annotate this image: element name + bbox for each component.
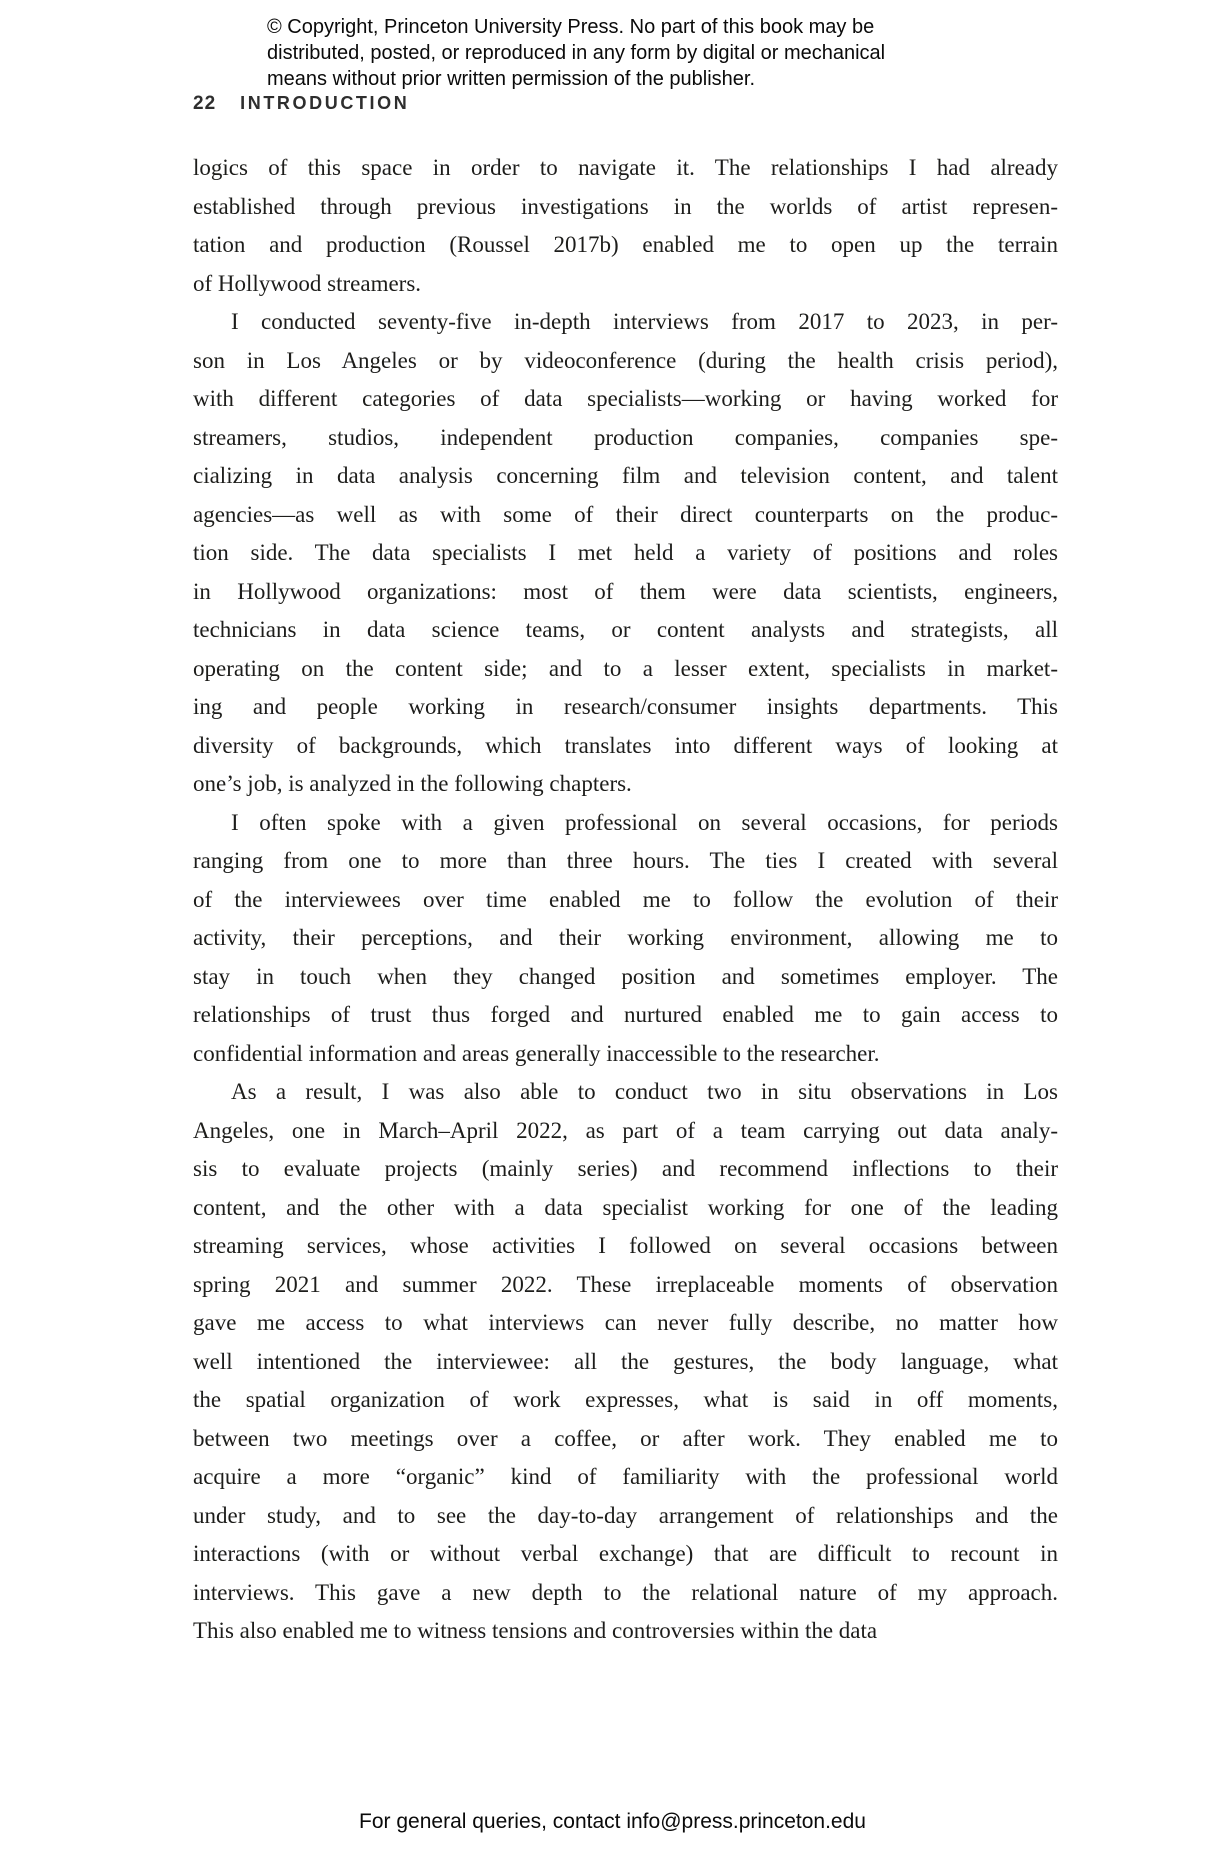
body-text-line: cializing in data analysis concerning film and television content, and talent bbox=[193, 463, 1058, 488]
page-body bbox=[193, 149, 1058, 1651]
body-text-line: I often spoke with a given professional on several occasions, for periods bbox=[231, 809, 1058, 835]
body-text-line: confidential information and areas generally inaccessible to the researcher. bbox=[193, 1040, 880, 1066]
body-text-line: logics of this space in order to navigate it. The relationships I had already bbox=[193, 155, 1058, 180]
body-text-line: sis to evaluate projects (mainly series) and recommend inflections to their bbox=[193, 1156, 1058, 1181]
paragraph bbox=[193, 149, 1058, 303]
body-text-line: technicians in data science teams, or content analysts and strategists, all bbox=[193, 617, 1058, 642]
body-text-line: streaming services, whose activities I followed on several occasions between bbox=[193, 1233, 1058, 1258]
body-text-line: agencies—as well as with some of their direct counterparts on the produc- bbox=[193, 501, 1058, 527]
body-text-line: gave me access to what interviews can never fully describe, no matter how bbox=[193, 1310, 1058, 1335]
paragraph bbox=[193, 303, 1058, 804]
body-text-line: of Hollywood streamers. bbox=[193, 270, 422, 296]
copyright-line: means without prior written permission of the publisher. bbox=[267, 68, 756, 90]
body-text-line: interviews. This gave a new depth to the relational nature of my approach. bbox=[193, 1579, 1058, 1605]
body-text-line: between two meetings over a coffee, or after work. They enabled me to bbox=[193, 1425, 1058, 1451]
footer-contact-line: For general queries, contact info@press.princeton.edu bbox=[359, 1810, 866, 1833]
body-text-line: tation and production (Roussel 2017b) enabled me to open up the terrain bbox=[193, 232, 1058, 257]
body-text-line: ing and people working in research/consumer insights departments. This bbox=[193, 694, 1058, 719]
body-text-line: son in Los Angeles or by videoconference (during the health crisis period), bbox=[193, 347, 1058, 373]
body-text-line: the spatial organization of work expresses, what is said in off moments, bbox=[193, 1387, 1058, 1412]
body-text-line: Angeles, one in March–April 2022, as part of a team carrying out data analy- bbox=[193, 1117, 1058, 1143]
body-text-line: established through previous investigations in the worlds of artist represen- bbox=[193, 193, 1058, 219]
body-text-line: with different categories of data specialists—working or having worked for bbox=[193, 386, 1058, 411]
copyright-notice bbox=[267, 14, 885, 92]
paragraph bbox=[193, 1073, 1058, 1651]
body-text-line: acquire a more “organic” kind of familiarity with the professional world bbox=[193, 1464, 1058, 1489]
body-text-line: in Hollywood organizations: most of them were data scientists, engineers, bbox=[193, 578, 1058, 604]
body-text-line: This also enabled me to witness tensions and controversies within the data bbox=[193, 1618, 878, 1643]
body-text-line: spring 2021 and summer 2022. These irreplaceable moments of observation bbox=[193, 1271, 1058, 1297]
body-text-line: I conducted seventy-five in-depth interviews from 2017 to 2023, in per- bbox=[231, 309, 1058, 334]
body-text-line: operating on the content side; and to a lesser extent, specialists in market- bbox=[193, 655, 1058, 681]
page-number: 22 bbox=[193, 93, 217, 114]
body-text-line: diversity of backgrounds, which translates into different ways of looking at bbox=[193, 732, 1058, 758]
body-text-line: one’s job, is analyzed in the following chapters. bbox=[193, 771, 632, 796]
copyright-line: © Copyright, Princeton University Press. No part of this book may be bbox=[267, 16, 875, 38]
body-text-line: tion side. The data specialists I met held a variety of positions and roles bbox=[193, 540, 1058, 565]
body-text-line: well intentioned the interviewee: all the gestures, the body language, what bbox=[193, 1348, 1058, 1374]
body-text-line: relationships of trust thus forged and nurtured enabled me to gain access to bbox=[193, 1002, 1058, 1027]
paragraph bbox=[193, 804, 1058, 1074]
copyright-line: distributed, posted, or reproduced in any form by digital or mechanical bbox=[267, 42, 886, 64]
body-text-line: activity, their perceptions, and their working environment, allowing me to bbox=[193, 925, 1058, 950]
body-text-line: As a result, I was also able to conduct two in situ observations in Los bbox=[231, 1079, 1058, 1104]
body-text-line: under study, and to see the day-to-day arrangement of relationships and the bbox=[193, 1502, 1058, 1528]
body-text-line: stay in touch when they changed position and sometimes employer. The bbox=[193, 963, 1058, 989]
body-text-line: ranging from one to more than three hours. The ties I created with several bbox=[193, 848, 1058, 873]
body-text-line: streamers, studios, independent production companies, companies spe- bbox=[193, 424, 1058, 450]
page-header bbox=[193, 93, 409, 115]
body-text-line: interactions (with or without verbal exchange) that are difficult to recount in bbox=[193, 1541, 1058, 1566]
body-text-line: content, and the other with a data specialist working for one of the leading bbox=[193, 1194, 1058, 1220]
section-title: INTRODUCTION bbox=[240, 93, 410, 113]
body-text-line: of the interviewees over time enabled me to follow the evolution of their bbox=[193, 886, 1058, 912]
